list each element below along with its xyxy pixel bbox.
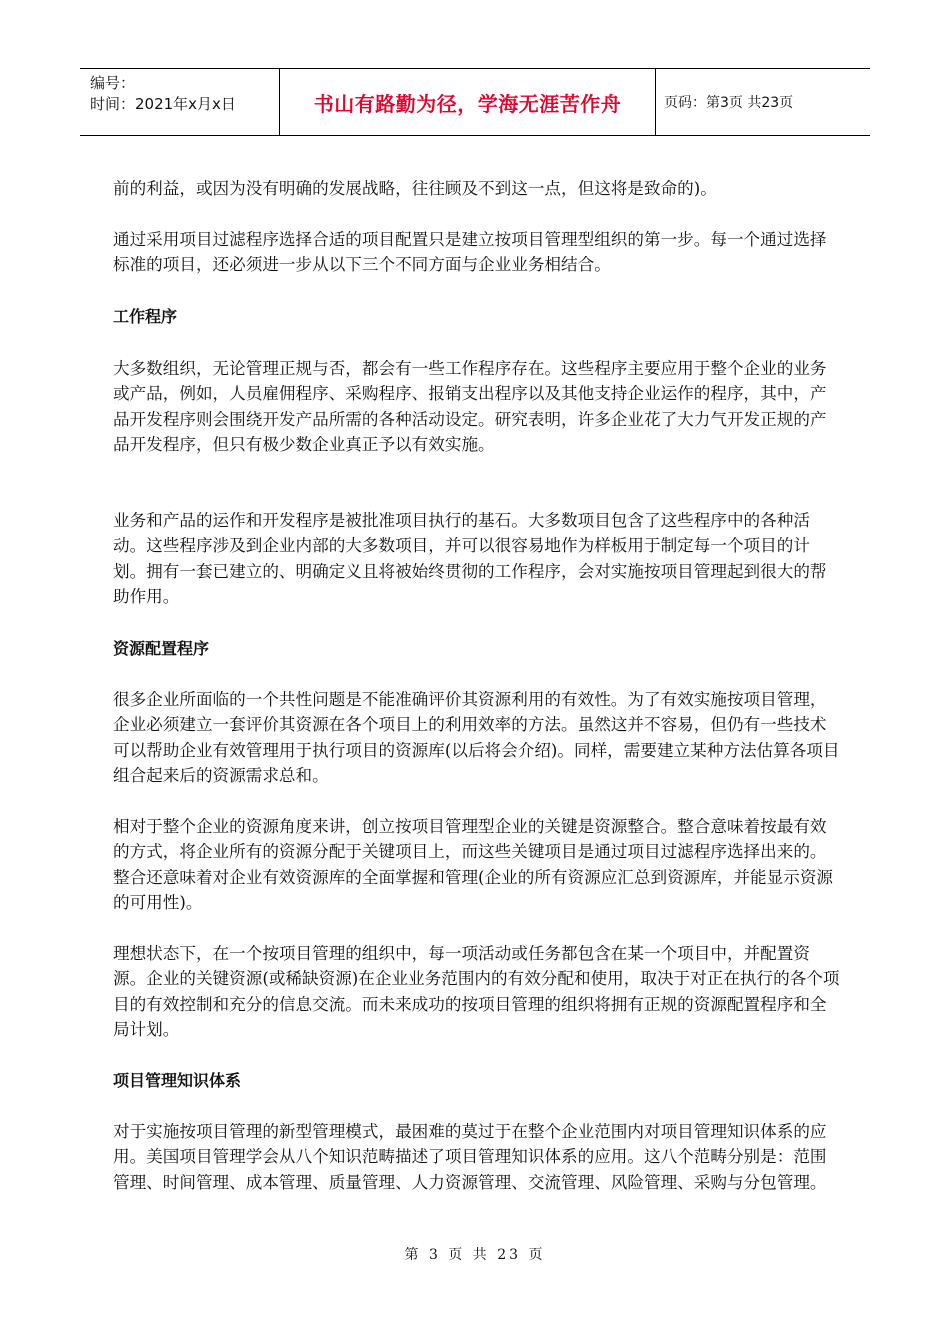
body-paragraph: 业务和产品的运作和开发程序是被批准项目执行的基石。大多数项目包含了这些程序中的各种活动。这些程序涉及到企业内部的大多数项目，并可以很容易地作为样板用于制定每一个项目的计划。拥有一套已建立的、明确定义且将被始终贯彻的工作程序，会对实施按项目管理起到很大的帮助作用。	[113, 510, 827, 606]
page-footer: 第 3 页 共 23 页	[404, 1247, 546, 1263]
document-number-label: 编号：	[90, 74, 136, 92]
body-paragraph: 通过采用项目过滤程序选择合适的项目配置只是建立按项目管理型组织的第一步。每一个通过选择标准的项目，还必须进一步从以下三个不同方面与企业业务相结合。	[113, 229, 827, 274]
header-page-info: 页码：第3页 共23页	[664, 95, 794, 111]
section-heading-work-procedures: 工作程序	[113, 306, 178, 326]
page-header	[80, 68, 870, 136]
body-paragraph: 对于实施按项目管理的新型管理模式，最困难的莫过于在整个企业范围内对项目管理知识体系的应用。美国项目管理学会从八个知识范畴描述了项目管理知识体系的应用。这八个范畴分别是：范围管理、时间管理、成本管理、质量管理、人力资源管理、交流管理、风险管理、采购与分包管理。	[113, 1121, 827, 1192]
document-body	[113, 176, 841, 1195]
header-meta	[80, 69, 280, 135]
section-heading-pm-body-of-knowledge: 项目管理知识体系	[113, 1070, 242, 1090]
body-paragraph: 前的利益，或因为没有明确的发展战略，往往顾及不到这一点，但这将是致命的)。	[113, 179, 717, 198]
header-motto: 书山有路勤为径，学海无涯苦作舟	[280, 69, 656, 135]
document-time-label: 时间：2021年x月x日	[90, 95, 236, 113]
body-paragraph: 理想状态下，在一个按项目管理的组织中，每一项活动或任务都包含在某一个项目中，并配置资源。企业的关键资源(或稀缺资源)在企业业务范围内的有效分配和使用，取决于对正在执行的各个项目的有效控制和充分的信息交流。而未来成功的按项目管理的组织将拥有正规的资源配置程序和全局计划。	[113, 943, 840, 1039]
body-paragraph: 很多企业所面临的一个共性问题是不能准确评价其资源利用的有效性。为了有效实施按项目管理，企业必须建立一套评价其资源在各个项目上的利用效率的方法。虽然这并不容易，但仍有一些技术可以帮助企业有效管理用于执行项目的资源库(以后将会介绍)。同样，需要建立某种方法估算各项目组合起来后的资源需求总和。	[113, 689, 840, 785]
section-heading-resource-allocation: 资源配置程序	[113, 638, 210, 658]
body-paragraph: 大多数组织，无论管理正规与否，都会有一些工作程序存在。这些程序主要应用于整个企业的业务或产品，例如，人员雇佣程序、采购程序、报销支出程序以及其他支持企业运作的程序，其中，产品开发程序则会围绕开发产品所需的各种活动设定。研究表明，许多企业花了大力气开发正规的产品开发程序，但只有极少数企业真正予以有效实施。	[113, 358, 827, 454]
body-paragraph: 相对于整个企业的资源角度来讲，创立按项目管理型企业的关键是资源整合。整合意味着按最有效的方式，将企业所有的资源分配于关键项目上，而这些关键项目是通过项目过滤程序选择出来的。整合还意味着对企业有效资源库的全面掌握和管理(企业的所有资源应汇总到资源库，并能显示资源的可用性)。	[113, 816, 834, 912]
